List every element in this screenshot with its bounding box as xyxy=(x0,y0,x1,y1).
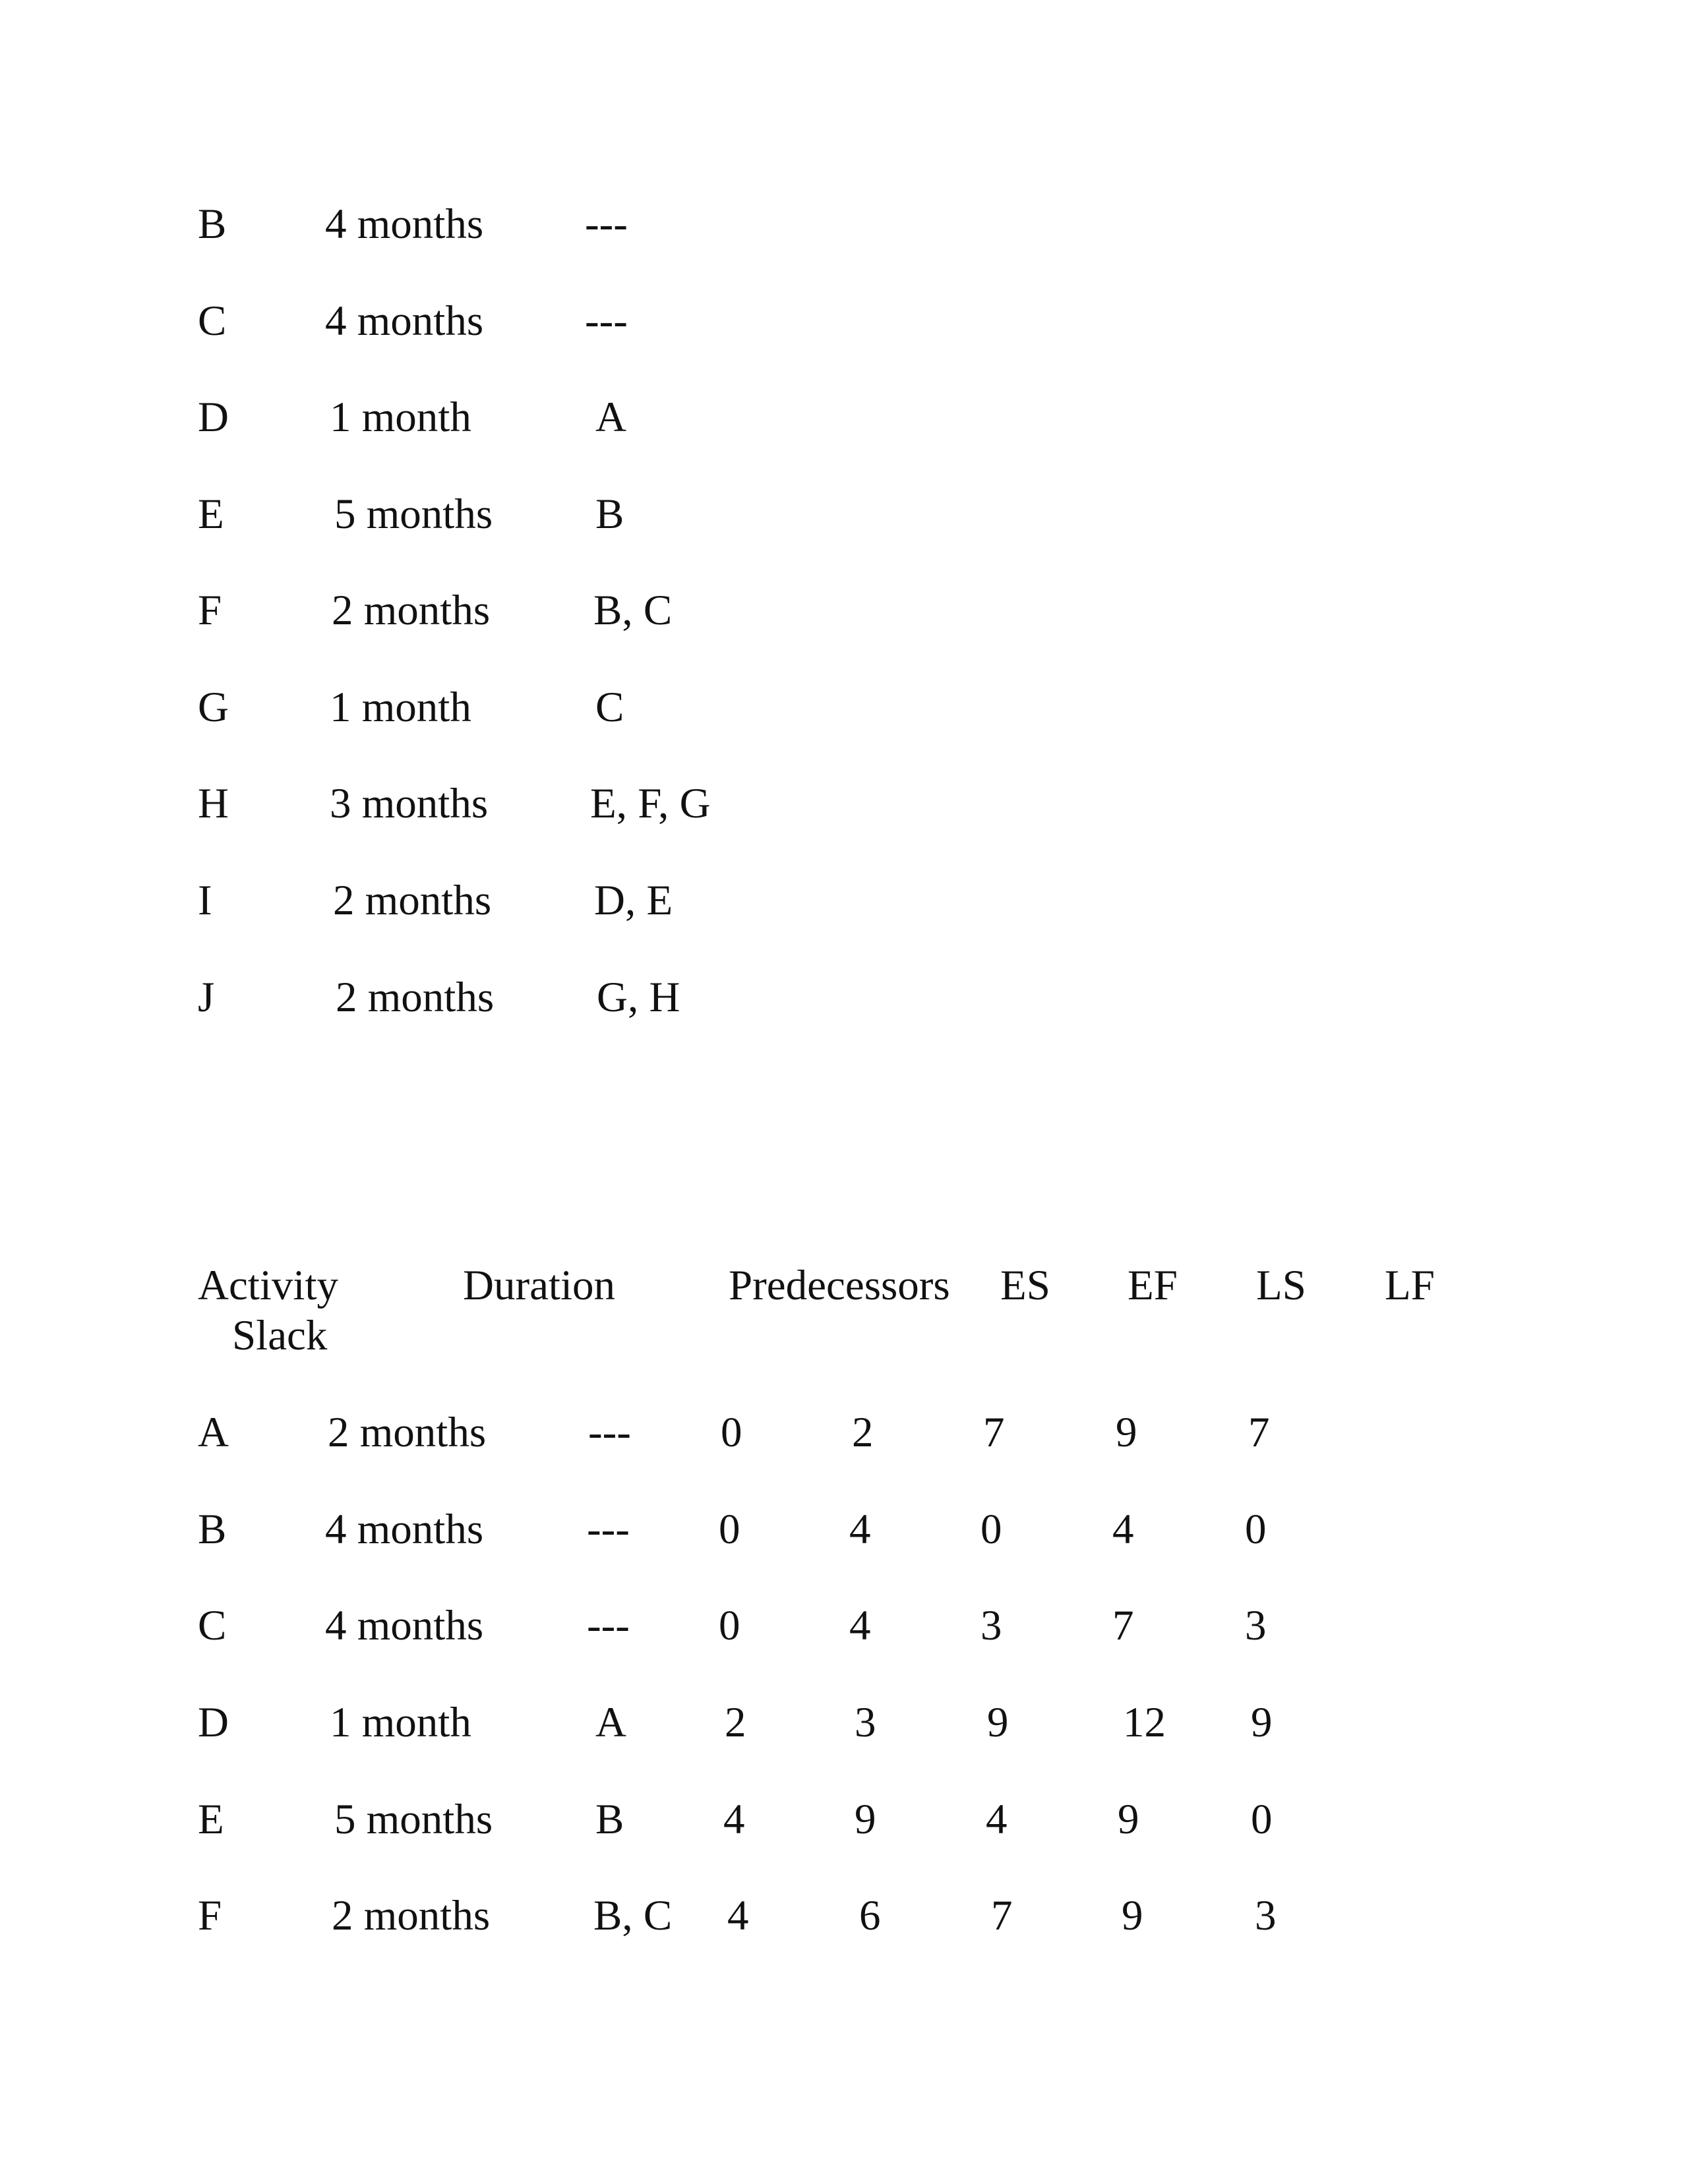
duration-cell: 1 month xyxy=(330,394,471,441)
activity-cell: F xyxy=(198,1892,222,1939)
header-slack: Slack xyxy=(232,1312,328,1359)
duration-cell: 4 months xyxy=(325,1602,484,1649)
predecessors-cell: B, C xyxy=(593,587,673,634)
es-cell: 4 xyxy=(723,1796,745,1843)
predecessors-cell: --- xyxy=(587,1602,630,1649)
activity-cell: D xyxy=(198,1699,229,1746)
duration-cell: 4 months xyxy=(325,200,484,248)
ef-cell: 6 xyxy=(859,1892,881,1939)
slack-cell: 3 xyxy=(1245,1602,1267,1649)
predecessors-cell: --- xyxy=(585,200,628,248)
ef-cell: 2 xyxy=(852,1409,874,1456)
duration-cell: 4 months xyxy=(325,297,484,345)
header-lf: LF xyxy=(1385,1262,1435,1309)
predecessors-cell: --- xyxy=(585,297,628,345)
ls-cell: 9 xyxy=(987,1699,1009,1746)
es-cell: 0 xyxy=(719,1602,740,1649)
ls-cell: 7 xyxy=(983,1409,1005,1456)
duration-cell: 2 months xyxy=(332,1892,491,1939)
activity-cell: J xyxy=(198,974,215,1021)
predecessors-cell: G, H xyxy=(597,974,680,1021)
duration-cell: 2 months xyxy=(336,974,495,1021)
duration-cell: 1 month xyxy=(330,684,471,731)
activity-cell: B xyxy=(198,1506,227,1553)
duration-cell: 1 month xyxy=(330,1699,471,1746)
header-duration: Duration xyxy=(463,1262,616,1309)
activity-cell: I xyxy=(198,877,212,924)
lf-cell: 9 xyxy=(1116,1409,1137,1456)
activity-cell: H xyxy=(198,780,229,827)
duration-cell: 5 months xyxy=(334,1796,493,1843)
ef-cell: 3 xyxy=(855,1699,876,1746)
lf-cell: 7 xyxy=(1112,1602,1134,1649)
ls-cell: 4 xyxy=(986,1796,1008,1843)
predecessors-cell: A xyxy=(595,1699,626,1746)
ls-cell: 3 xyxy=(980,1602,1002,1649)
header-ef: EF xyxy=(1128,1262,1178,1309)
predecessors-cell: A xyxy=(595,394,626,441)
predecessors-cell: --- xyxy=(588,1409,631,1456)
es-cell: 0 xyxy=(719,1506,740,1553)
predecessors-cell: E, F, G xyxy=(590,780,711,827)
es-cell: 0 xyxy=(721,1409,742,1456)
activity-cell: D xyxy=(198,394,229,441)
activity-cell: E xyxy=(198,490,224,538)
duration-cell: 3 months xyxy=(330,780,489,827)
activity-cell: G xyxy=(198,684,229,731)
lf-cell: 12 xyxy=(1123,1699,1166,1746)
predecessors-cell: B xyxy=(595,1796,624,1843)
duration-cell: 2 months xyxy=(332,587,491,634)
predecessors-cell: D, E xyxy=(594,877,673,924)
slack-cell: 0 xyxy=(1245,1506,1267,1553)
predecessors-cell: B xyxy=(595,490,624,538)
activity-cell: A xyxy=(198,1409,229,1456)
ef-cell: 4 xyxy=(849,1506,871,1553)
predecessors-cell: C xyxy=(595,684,624,731)
slack-cell: 0 xyxy=(1251,1796,1273,1843)
ef-cell: 4 xyxy=(849,1602,871,1649)
ls-cell: 7 xyxy=(991,1892,1013,1939)
duration-cell: 2 months xyxy=(333,877,492,924)
predecessors-cell: B, C xyxy=(593,1892,673,1939)
activity-cell: F xyxy=(198,587,222,634)
header-es: ES xyxy=(1000,1262,1050,1309)
lf-cell: 4 xyxy=(1112,1506,1134,1553)
ef-cell: 9 xyxy=(855,1796,876,1843)
slack-cell: 7 xyxy=(1248,1409,1270,1456)
duration-cell: 5 months xyxy=(334,490,493,538)
duration-cell: 4 months xyxy=(325,1506,484,1553)
lf-cell: 9 xyxy=(1122,1892,1143,1939)
ls-cell: 0 xyxy=(980,1506,1002,1553)
activity-cell: C xyxy=(198,297,227,345)
activity-cell: C xyxy=(198,1602,227,1649)
activity-cell: B xyxy=(198,200,227,248)
es-cell: 2 xyxy=(725,1699,746,1746)
activity-cell: E xyxy=(198,1796,224,1843)
lf-cell: 9 xyxy=(1118,1796,1139,1843)
predecessors-cell: --- xyxy=(587,1506,630,1553)
header-ls: LS xyxy=(1256,1262,1306,1309)
header-activity: Activity xyxy=(198,1262,339,1309)
slack-cell: 3 xyxy=(1255,1892,1277,1939)
header-predecessors: Predecessors xyxy=(729,1262,950,1309)
slack-cell: 9 xyxy=(1251,1699,1273,1746)
duration-cell: 2 months xyxy=(328,1409,487,1456)
es-cell: 4 xyxy=(727,1892,749,1939)
